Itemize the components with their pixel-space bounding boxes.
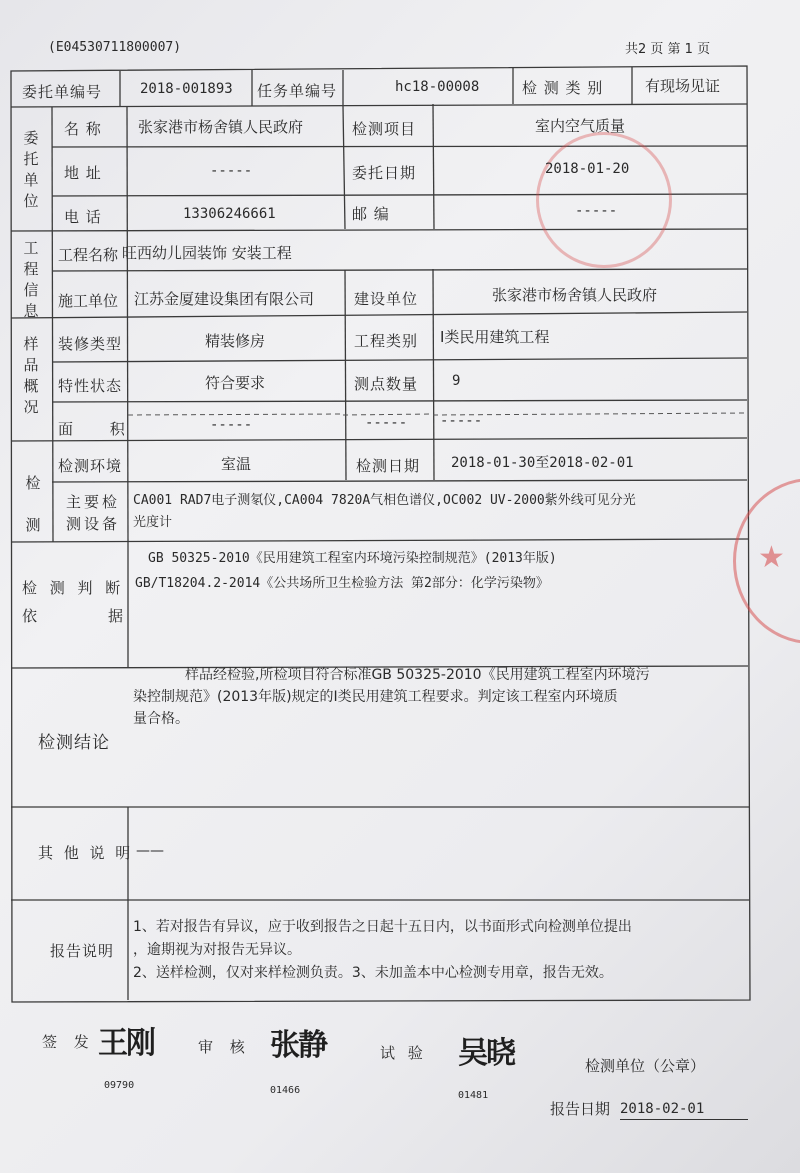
client-address-label: 地 址 (64, 164, 102, 182)
state-label: 特性状态 (58, 377, 123, 395)
other-value: —— (136, 843, 164, 859)
test-item-value: 室内空气质量 (535, 117, 626, 135)
page-indicator: 共2 页 第 1 页 (625, 42, 711, 57)
category-label: 检 测 类 别 (522, 79, 604, 97)
client-address-value: ----- (210, 163, 253, 179)
commission-no-label: 委托单编号 (22, 83, 103, 101)
state-value: 符合要求 (205, 374, 266, 392)
report-date-value: 2018-02-01 (620, 1101, 705, 1117)
decor-type-label: 装修类型 (58, 335, 123, 353)
issuer-signature: 王刚 (98, 1026, 154, 1061)
basis-line-2: GB/T18204.2-2014《公共场所卫生检验方法 第2部分：化学污染物》 (135, 576, 549, 591)
commission-date-label: 委托日期 (352, 164, 417, 182)
report-notes-label: 报告说明 (50, 942, 115, 960)
category-value: 有现场见证 (645, 77, 721, 95)
test-date-label: 检测日期 (356, 457, 421, 475)
client-phone-label: 电 话 (64, 208, 102, 226)
conclusion-line-3: 量合格。 (133, 711, 189, 727)
report-notes-line-1: 1、若对报告有异议，应于收到报告之日起十五日内，以书面形式向检测单位提出 (133, 919, 632, 935)
project-type-label: 工程类别 (354, 332, 419, 350)
testing-unit-label: 检测单位（公章） (585, 1057, 706, 1075)
star-icon: ★ (758, 540, 785, 575)
env-label: 检测环境 (58, 457, 123, 475)
project-name-label: 工程名称 (58, 246, 119, 264)
reviewer-code: 01466 (270, 1085, 301, 1096)
project-group-label: 工程信息 (23, 239, 39, 320)
commission-date-value: 2018-01-20 (545, 161, 630, 177)
basis-label-1: 检 测 判 断 (22, 579, 125, 597)
reviewer-label: 审 核 (198, 1038, 251, 1056)
builder-value: 张家港市杨舍镇人民政府 (492, 286, 658, 304)
postcode-value: ----- (575, 203, 618, 219)
task-no-value: hc18-00008 (395, 79, 480, 95)
basis-label-2b: 据 (108, 607, 125, 625)
points-value: 9 (452, 373, 461, 389)
report-notes-line-2: ，逾期视为对报告无异议。 (133, 942, 301, 958)
client-name-value: 张家港市杨舍镇人民政府 (138, 118, 304, 136)
sample-group-label: 样品概况 (23, 335, 39, 416)
equipment-line-2: 光度计 (133, 515, 173, 530)
equipment-label-1: 主要检 (66, 493, 121, 511)
test-item-label: 检测项目 (352, 120, 417, 138)
blank-value-1: ----- (365, 415, 408, 431)
document-id: (E04530711800007) (48, 40, 182, 55)
project-type-value: Ⅰ类民用建筑工程 (440, 328, 550, 346)
conclusion-line-1: 样品经检验,所检项目符合标准GB 50325-2010《民用建筑工程室内环境污 (185, 667, 650, 683)
equipment-line-1: CA001 RAD7电子测氡仪,CA004 7820A气相色谱仪,OC002 UV-2000紫外线可见分光 (133, 493, 636, 508)
other-label: 其 他 说 明 (38, 844, 134, 862)
contractor-label: 施工单位 (58, 292, 119, 310)
conclusion-label: 检测结论 (38, 733, 110, 753)
points-label: 测点数量 (354, 375, 419, 393)
env-value: 室温 (221, 455, 252, 473)
conclusion-line-2: 染控制规范》(2013年版)规定的Ⅰ类民用建筑工程要求。判定该工程室内环境质 (133, 689, 618, 705)
task-no-label: 任务单编号 (257, 82, 338, 100)
basis-label-2a: 依 (22, 607, 39, 625)
client-phone-value: 13306246661 (183, 206, 276, 222)
report-date-label: 报告日期 (550, 1100, 611, 1118)
test-date-value: 2018-01-30至2018-02-01 (451, 455, 634, 471)
report-date-underline (620, 1119, 748, 1120)
reviewer-signature: 张静 (270, 1028, 326, 1063)
issuer-label: 签 发 (42, 1033, 95, 1051)
client-group-label: 委托单位 (23, 129, 39, 210)
basis-line-1: GB 50325-2010《民用建筑工程室内环境污染控制规范》(2013年版) (148, 551, 557, 566)
project-name-value: 旺西幼儿园装饰 安装工程 (122, 244, 292, 262)
client-name-label: 名 称 (64, 120, 102, 138)
official-seal-stamp (536, 132, 672, 268)
report-notes-line-3: 2、送样检测，仅对来样检测负责。3、未加盖本中心检测专用章，报告无效。 (133, 965, 613, 981)
blank-value-2: ----- (440, 413, 483, 429)
builder-label: 建设单位 (354, 290, 419, 308)
postcode-label: 邮 编 (352, 205, 390, 223)
equipment-label-2: 测设备 (66, 515, 121, 533)
tester-label: 试 验 (380, 1044, 427, 1062)
commission-no-value: 2018-001893 (140, 81, 233, 97)
tester-signature: 吴晓 (458, 1036, 514, 1071)
area-label: 面 积 (58, 420, 141, 438)
issuer-code: 09790 (104, 1080, 135, 1091)
test-group-label: 检测 (25, 474, 41, 534)
contractor-value: 江苏金厦建设集团有限公司 (134, 290, 315, 308)
decor-type-value: 精装修房 (205, 332, 266, 350)
tester-code: 01481 (458, 1090, 489, 1101)
area-value: ----- (210, 417, 253, 433)
